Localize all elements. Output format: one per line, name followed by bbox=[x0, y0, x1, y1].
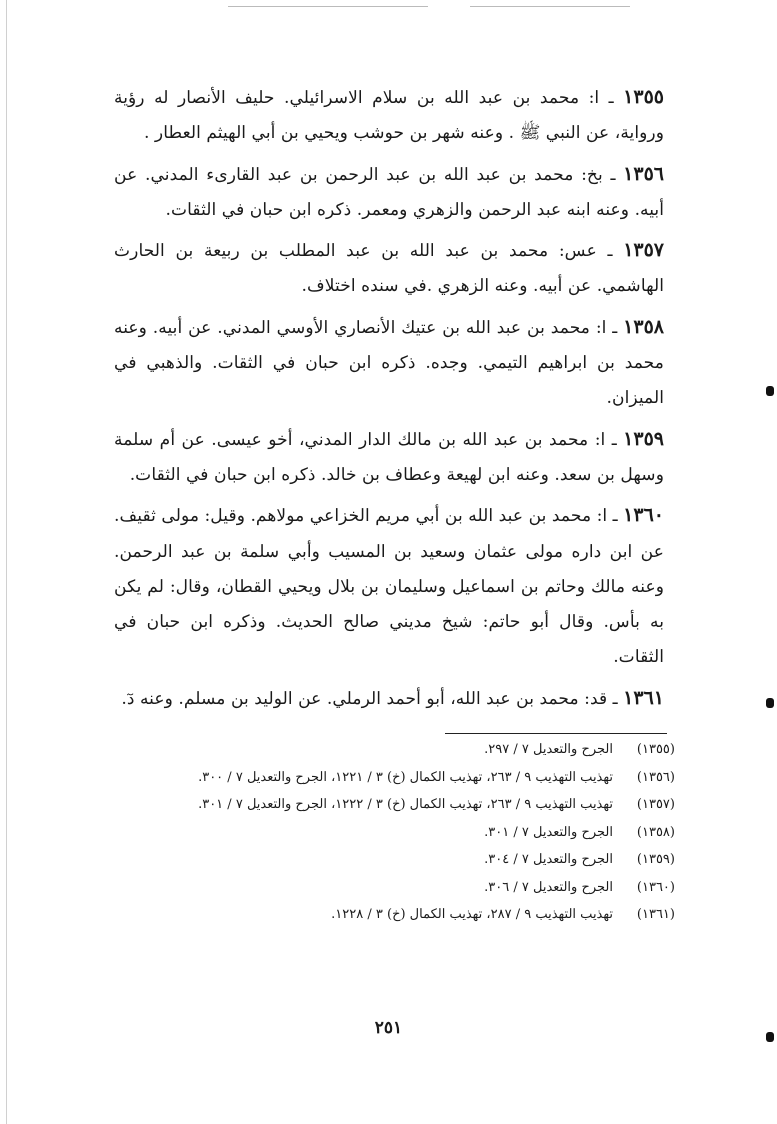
footnote-ref: (١٣٥٩) bbox=[636, 852, 675, 867]
footnote bbox=[120, 901, 675, 929]
scan-left-edge bbox=[6, 0, 7, 1124]
footnote-text: الجرح والتعديل ٧ / ٣٠٦. bbox=[484, 879, 613, 895]
footnote-text: الجرح والتعديل ٧ / ٢٩٧. bbox=[484, 742, 613, 757]
entry bbox=[114, 422, 664, 494]
entry-text: ـ ا: محمد بن عبد الله بن أبي مريم الخزاعي مولاهم. وقيل: مولى ثقيف. عن ابن داره مولى عثمان وسعيد بن المسيب وأبي سلمة بن عبد الرحمن. وعنه مالك وحاتم بن اسماعيل وسليمان بن بلال ويحيي القطان، وقال: لم يكن به بأس. وقال أبو حاتم: شيخ مديني صالح الحديث. وذكره ابن حبان في الثقات. bbox=[114, 506, 664, 668]
scan-mark bbox=[766, 698, 774, 708]
footnote-ref: (١٣٥٥) bbox=[636, 742, 675, 757]
footnote-ref: (١٣٦٠) bbox=[636, 879, 675, 895]
entry-number: ١٣٦٠ bbox=[623, 504, 664, 527]
footnote bbox=[120, 736, 675, 764]
entry-number: ١٣٥٩ bbox=[623, 427, 664, 450]
entry-number: ١٣٥٦ bbox=[623, 162, 664, 185]
footnote-text: الجرح والتعديل ٧ / ٣٠٤. bbox=[484, 852, 613, 867]
scan-top-edge-2 bbox=[470, 6, 630, 7]
entry bbox=[114, 498, 664, 675]
footnote-ref: (١٣٥٨) bbox=[636, 824, 675, 840]
entry-text: ـ عس: محمد بن عبد الله بن عبد المطلب بن ربيعة بن الحارث الهاشمي. عن أبيه. وعنه الزهري .في سنده اختلاف. bbox=[114, 241, 664, 297]
footnote bbox=[120, 846, 675, 874]
entry-text: ـ ا: محمد بن عبد الله بن مالك الدار المدني، أخو عيسى. عن أم سلمة وسهل بن سعد. وعنه ابن لهيعة وعطاف بن خالد. ذكره ابن حبان في الثقات. bbox=[114, 429, 664, 485]
entry-text: ـ بخ: محمد بن عبد الله بن عبد الرحمن بن عبد القارىء المدني. عن أبيه. وعنه ابنه عبد الرحمن والزهري ومعمر. ذكره ابن حبان في الثقات. bbox=[114, 164, 664, 220]
main-text bbox=[114, 80, 664, 722]
entry-number: ١٣٥٧ bbox=[623, 239, 665, 262]
entry-text: ـ ا: محمد بن عبد الله بن سلام الاسرائيلي. حليف الأنصار له رؤية ورواية، عن النبي ﷺ . وعنه شهر بن حوشب ويحيي بن أبي الهيثم العطار . bbox=[114, 88, 664, 144]
entry bbox=[114, 80, 664, 152]
footnote-text: تهذيب التهذيب ٩ / ٢٦٣، تهذيب الكمال (خ) ٣ / ١٢٢٢، الجرح والتعديل ٧ / ٣٠١. bbox=[198, 797, 613, 812]
entry-number: ١٣٦١ bbox=[623, 686, 664, 709]
footnote-ref: (١٣٥٦) bbox=[636, 769, 675, 785]
entry bbox=[114, 310, 664, 417]
entry-number: ١٣٥٨ bbox=[623, 315, 664, 338]
footnote-text: تهذيب التهذيب ٩ / ٢٦٣، تهذيب الكمال (خ) ٣ / ١٢٢١، الجرح والتعديل ٧ / ٣٠٠. bbox=[198, 769, 613, 785]
scan-mark bbox=[766, 386, 774, 396]
footnote-text: تهذيب التهذيب ٩ / ٢٨٧، تهذيب الكمال (خ) ٣ / ١٢٢٨. bbox=[331, 907, 613, 922]
entry-text: ـ قد: محمد بن عبد الله، أبو أحمد الرملي. عن الوليد بن مسلم. وعنه دٓ. bbox=[121, 688, 618, 709]
scan-top-edge bbox=[228, 6, 428, 7]
footnote bbox=[120, 764, 675, 792]
entry bbox=[114, 157, 664, 229]
footnote bbox=[120, 874, 675, 902]
entry bbox=[114, 233, 664, 305]
page-number: ٢٥١ bbox=[374, 1018, 403, 1038]
entry bbox=[114, 681, 664, 717]
footnotes bbox=[120, 736, 675, 929]
footnote-ref: (١٣٦١) bbox=[636, 907, 675, 922]
footnote-text: الجرح والتعديل ٧ / ٣٠١. bbox=[484, 824, 613, 840]
entry-text: ـ ا: محمد بن عبد الله بن عتيك الأنصاري الأوسي المدني. عن أبيه. وعنه محمد بن ابراهيم التيمي. وجده. ذكره ابن حبان في الثقات. والذهبي في الميزان. bbox=[114, 317, 664, 409]
footnote-separator bbox=[445, 733, 667, 734]
footnote-ref: (١٣٥٧) bbox=[636, 797, 675, 812]
footnote bbox=[120, 791, 675, 819]
footnote bbox=[120, 819, 675, 847]
entry-number: ١٣٥٥ bbox=[623, 86, 664, 108]
